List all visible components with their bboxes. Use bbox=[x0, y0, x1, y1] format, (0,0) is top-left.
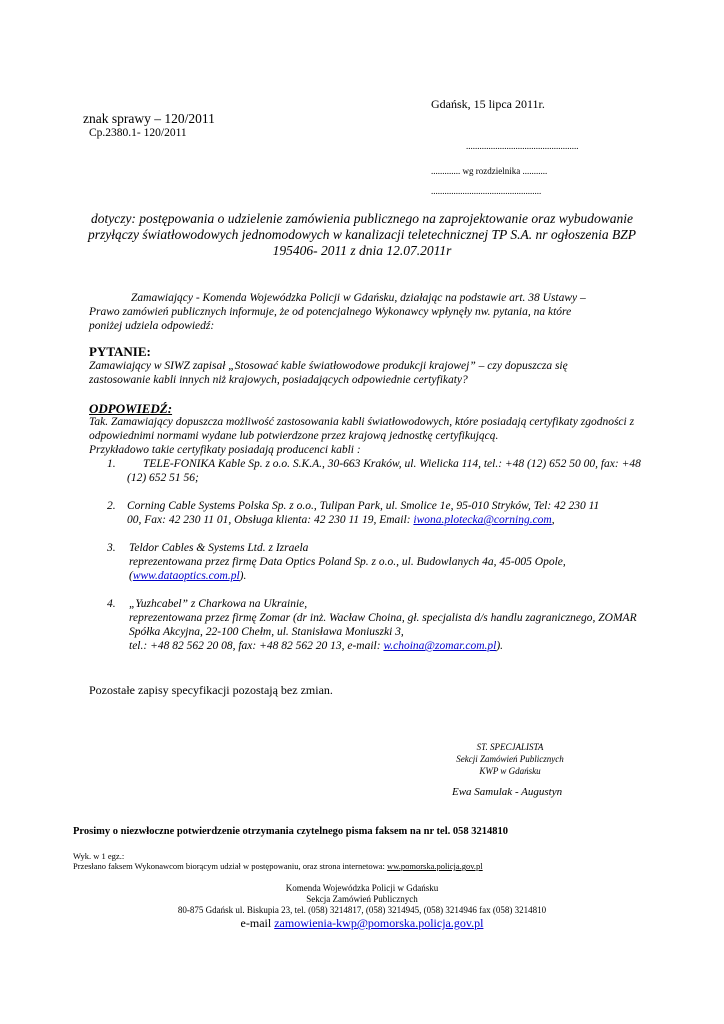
intro-line: Zamawiający - Komenda Wojewódzka Policji w Gdańsku, działając na podstawie art. 38 Ustawy – bbox=[131, 292, 586, 304]
footer-email-label: e-mail bbox=[240, 916, 275, 930]
signature-title: ST. SPECJALISTA bbox=[476, 742, 544, 752]
list-item-line: reprezentowana przez firmę Data Optics Poland Sp. z o.o., ul. Budowlanych 4a, 45-005 Opole, bbox=[129, 556, 566, 568]
list-item-line: Spółka Akcyjna, 22-100 Chełm, ul. Stanisława Moniuszki 3, bbox=[129, 626, 404, 638]
list-item-line: ). bbox=[496, 640, 504, 652]
subject-line: przyłączy światłowodowych jednomodowych w kanalizacji teletechnicznej TP S.A. nr ogłoszenia BZP bbox=[88, 227, 636, 242]
list-item-line: (12) 652 51 56; bbox=[127, 472, 199, 484]
list-item-line: TELE-FONIKA Kable Sp. z o.o. S.K.A., 30-663 Kraków, ul. Wielicka 114, tel.: +48 (12) 652 50 00, fax: +48 bbox=[143, 458, 641, 470]
footer-email-line bbox=[0, 916, 724, 930]
recipient-dotted-line: .................................................. bbox=[466, 141, 579, 151]
list-item-number: 2. bbox=[107, 500, 116, 512]
list-item-line: 00, Fax: 42 230 11 01, Obsługa klienta: 42 230 11 19, Email: bbox=[127, 514, 414, 526]
recipient-dotted-line-2: ................................................. bbox=[431, 186, 542, 196]
signature-org: KWP w Gdańsku bbox=[479, 766, 541, 776]
intro-line: Prawo zamówień publicznych informuje, że od potencjalnego Wykonawcy wpłynęły nw. pytania, na które bbox=[89, 306, 572, 318]
answer-line: odpowiednimi normami wydane lub potwierdzone przez krajową jednostkę certyfikującą. bbox=[89, 430, 499, 442]
website-link-dataoptics[interactable]: www.dataoptics.com.pl bbox=[132, 570, 240, 582]
fax-confirmation-request: Prosimy o niezwłoczne potwierdzenie otrzymania czytelnego pisma faksem na nr tel. 058 3214810 bbox=[73, 826, 509, 837]
list-item-line: ( bbox=[129, 570, 133, 582]
footer-address: 80-875 Gdańsk ul. Biskupia 23, tel. (058) 3214817, (058) 3214945, (058) 3214946 fax (058) 3214810 bbox=[177, 905, 547, 915]
list-item-line: tel.: +48 82 562 20 08, fax: +48 82 562 20 13, e-mail: bbox=[129, 640, 384, 652]
case-number: znak sprawy – 120/2011 bbox=[83, 111, 215, 126]
list-item bbox=[107, 597, 717, 653]
intro-line: poniżej udziela odpowiedź: bbox=[89, 320, 215, 332]
list-item bbox=[107, 541, 707, 583]
answer-text bbox=[89, 415, 699, 457]
question-line: Zamawiający w SIWZ zapisał „Stosować kable światłowodowe produkcji krajowej” – czy dopuszcza się bbox=[89, 360, 568, 372]
distribution-note bbox=[73, 861, 483, 871]
question-line: zastosowanie kabli innych niż krajowych, posiadających odpowiednie certyfikaty? bbox=[89, 374, 468, 386]
list-item-line: „Yuzhcabel” z Charkowa na Ukrainie, bbox=[129, 598, 308, 610]
subject-line: 195406- 2011 z dnia 12.07.2011r bbox=[272, 243, 452, 258]
list-item-line: reprezentowana przez firmę Zomar (dr inż. Wacław Choina, gł. specjalista d/s handlu zagranicznego, ZOMAR bbox=[129, 612, 637, 624]
list-item-number: 4. bbox=[107, 598, 116, 610]
footer bbox=[0, 883, 724, 930]
case-reference: Cp.2380.1- 120/2011 bbox=[89, 127, 187, 139]
copies-note: Wyk. w 1 egz.: bbox=[73, 851, 125, 861]
closing-statement: Pozostałe zapisy specyfikacji pozostają bez zmian. bbox=[89, 683, 333, 697]
signature-block bbox=[400, 741, 620, 777]
email-link-zomar[interactable]: w.choina@zomar.com.pl bbox=[383, 640, 497, 652]
list-item bbox=[107, 457, 707, 485]
intro-paragraph bbox=[89, 291, 689, 333]
list-item-line: Teldor Cables & Systems Ltd. z Izraela bbox=[129, 542, 309, 554]
list-item-line: ). bbox=[239, 570, 247, 582]
footer-email-link[interactable]: zamowienia-kwp@pomorska.policja.gov.pl bbox=[274, 916, 484, 930]
subject bbox=[0, 211, 724, 259]
subject-line: dotyczy: postępowania o udzielenie zamówienia publicznego na zaprojektowanie oraz wybudowanie bbox=[90, 211, 634, 226]
answer-line: Przykładowo takie certyfikaty posiadają producenci kabli : bbox=[89, 444, 361, 456]
footer-section: Sekcja Zamówień Publicznych bbox=[306, 894, 418, 904]
list-item-number: 3. bbox=[107, 542, 116, 554]
place-date: Gdańsk, 15 lipca 2011r. bbox=[431, 97, 545, 111]
signature-section: Sekcji Zamówień Publicznych bbox=[456, 754, 564, 764]
list-item-number: 1. bbox=[107, 458, 116, 470]
question-heading: PYTANIE: bbox=[89, 344, 151, 359]
question-text bbox=[89, 359, 689, 387]
distribution-line: ............. wg rozdzielnika ........... bbox=[431, 166, 548, 176]
website-link-police[interactable]: ww.pomorska.policja.gov.pl bbox=[386, 861, 483, 871]
answer-heading: ODPOWIEDŹ: bbox=[89, 401, 173, 416]
email-link-corning[interactable]: iwona.plotecka@corning.com bbox=[413, 514, 552, 526]
list-item-line: Corning Cable Systems Polska Sp. z o.o., Tulipan Park, ul. Smolice 1e, 95-010 Stryków, Tel: 42 230 11 bbox=[127, 500, 600, 512]
list-item-line: , bbox=[551, 514, 555, 526]
footer-org: Komenda Wojewódzka Policji w Gdańsku bbox=[285, 883, 439, 893]
list-item bbox=[107, 499, 707, 527]
answer-line: Tak. Zamawiający dopuszcza możliwość zastosowania kabli światłowodowych, które posiadają certyfikaty zgodności z bbox=[89, 416, 635, 428]
distribution-note-text: Przesłano faksem Wykonawcom biorącym udział w postępowaniu, oraz strona internetowa: bbox=[73, 861, 387, 871]
signatory-name: Ewa Samulak - Augustyn bbox=[452, 786, 563, 798]
